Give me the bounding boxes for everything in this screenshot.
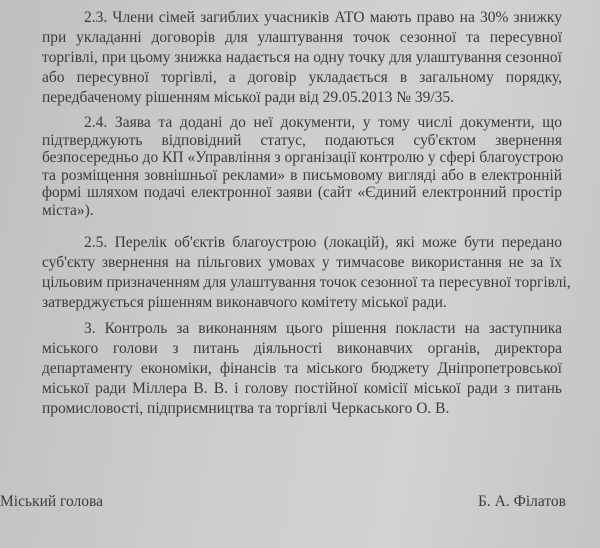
text-line: безпосередньо до КП «Управління з організації контролю у сфері благоустрою [42, 149, 564, 166]
text-line: департаменту економіки, фінансів та міського бюджету Дніпропетровської [42, 360, 562, 377]
text-line: 2.3. Члени сімей загиблих учасників АТО мають право на 30% знижку [84, 9, 562, 26]
paragraph-2-5 [42, 233, 571, 313]
signature-name: Б. А. Філатов [478, 493, 566, 510]
signature-title: Міський голова [0, 493, 104, 510]
text-line: міського голови з питань діяльності виконавчих органів, директора [42, 340, 562, 357]
text-line: промисловості, підприємництва та торгівлі Черкаського О. В. [42, 400, 450, 417]
text-line: підтверджують відповідний статус, подаються суб'єктом звернення [42, 131, 562, 149]
text-line: при укладанні договорів для улаштування точок сезонної та пересувної [42, 29, 562, 46]
text-line: формі шляхом подачі електронної заяви (сайт «Єдиний електронний простір [42, 184, 562, 201]
text-line: або пересувної торгівлі, а договір укладається в загальному порядку, [42, 69, 562, 86]
text-line: міської ради Міллера В. В. і голову постійної комісії міської ради з питань [42, 380, 562, 397]
text-line: 3. Контроль за виконанням цього рішення покласти на заступника [84, 320, 562, 337]
text-line: 2.5. Перелік об'єктів благоустрою (локацій), які може бути передано [84, 234, 562, 251]
text-line: затверджується рішенням виконавчого комітету міської ради. [42, 294, 447, 311]
text-line: торгівлі, при цьому знижка надається на одну точку для улаштування сезонної [42, 49, 562, 66]
text-line: передбаченому рішенням міської ради від 29.05.2013 № 39/35. [42, 89, 455, 106]
paragraph-2-4 [42, 114, 562, 219]
paragraph-3 [42, 319, 562, 419]
text-line: та розміщення зовнішньої реклами» в письмовому вигляді або в електронній [42, 166, 562, 184]
text-line: цільовим призначенням для улаштування точок сезонної та пересувної торгівлі, [42, 274, 571, 291]
text-line: 2.4. Заява та додані до неї документи, у тому числі документи, що [84, 114, 562, 131]
paragraph-2-3 [42, 8, 562, 108]
text-line: суб'єкту звернення на пільгових умовах у тимчасове використання не за їх [42, 254, 562, 271]
text-line: міста»). [42, 201, 94, 219]
